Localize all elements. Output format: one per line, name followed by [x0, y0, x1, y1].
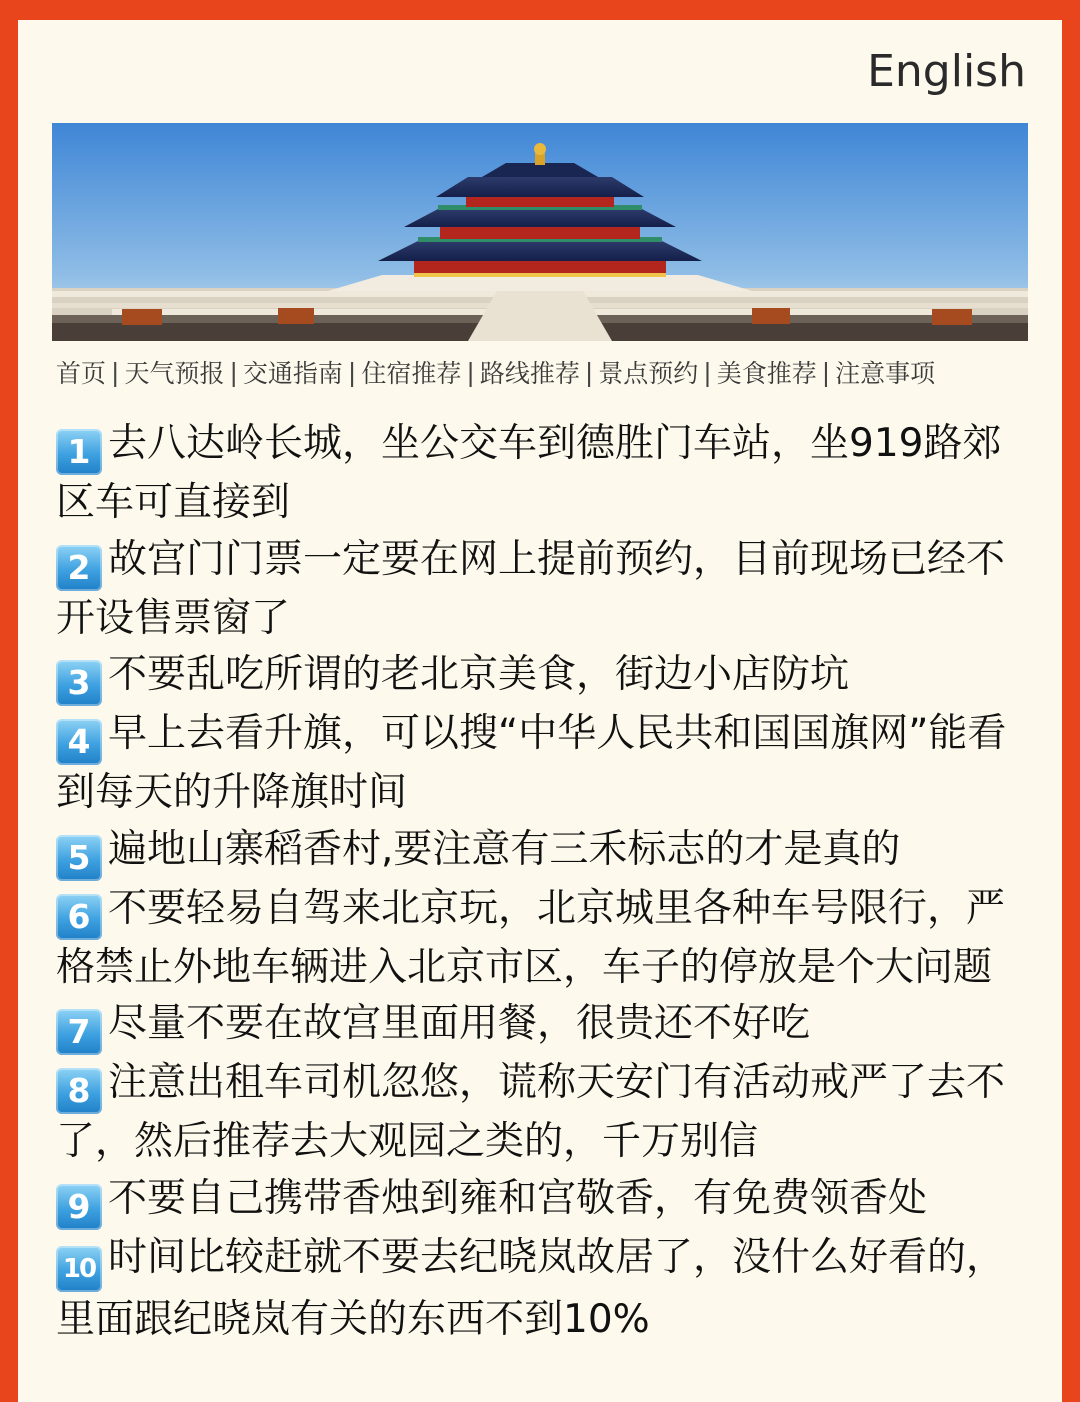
nav-item-weather[interactable]: 天气预报 — [124, 359, 225, 388]
tip-text: 不要自己携带香烛到雍和宫敬香，有免费领香处 — [108, 1175, 928, 1221]
tip-item — [56, 706, 1036, 822]
tip-text: 故宫门门票一定要在网上提前预约，目前现场已经不开设售票窗了 — [56, 536, 1006, 641]
tip-text: 遍地山寨稻香村,要注意有三禾标志的才是真的 — [108, 826, 901, 872]
banner-photo — [52, 123, 1028, 341]
keycap-six-icon: 6 — [56, 894, 102, 940]
keycap-one-icon: 1 — [56, 429, 102, 475]
nav-separator: | — [584, 357, 594, 387]
keycap-three-icon: 3 — [56, 660, 102, 706]
tip-item — [56, 881, 1036, 997]
tip-item — [56, 647, 1036, 706]
tip-text: 不要轻易自驾来北京玩，北京城里各种车号限行，严格禁止外地车辆进入北京市区，车子的停放是个大问题 — [56, 885, 1006, 990]
keycap-nine-icon: 9 — [56, 1184, 102, 1230]
nav-separator: | — [466, 357, 475, 387]
tip-text: 不要乱吃所谓的老北京美食，街边小店防坑 — [108, 652, 850, 698]
keycap-ten-icon: 10 — [56, 1246, 102, 1292]
keycap-seven-icon: 7 — [56, 1009, 102, 1055]
tip-item — [56, 1055, 1036, 1171]
keycap-eight-icon: 8 — [56, 1068, 102, 1114]
nav-item-lodging[interactable]: 住宿推荐 — [361, 359, 462, 388]
nav-item-notices[interactable]: 注意事项 — [835, 359, 936, 388]
tips-list — [56, 416, 1036, 1349]
nav-item-attractions[interactable]: 景点预约 — [598, 359, 699, 388]
temple-of-heaven-image — [52, 123, 1028, 341]
keycap-two-icon: 2 — [56, 545, 102, 591]
tip-text: 注意出租车司机忽悠，谎称天安门有活动戒严了去不了，然后推荐去大观园之类的，千万别信 — [56, 1060, 1006, 1165]
keycap-four-icon: 4 — [56, 719, 102, 765]
tip-item — [56, 1171, 1036, 1230]
content-card — [18, 20, 1062, 1402]
tip-item — [56, 996, 1036, 1055]
tip-item — [56, 532, 1036, 648]
nav-item-transport[interactable]: 交通指南 — [242, 359, 343, 388]
tip-text: 尽量不要在故宫里面用餐，很贵还不好吃 — [108, 1001, 811, 1047]
tip-item — [56, 822, 1036, 881]
nav-item-food[interactable]: 美食推荐 — [716, 359, 817, 388]
keycap-five-icon: 5 — [56, 835, 102, 881]
nav-separator: | — [229, 357, 238, 387]
tip-item — [56, 416, 1036, 532]
nav-separator: | — [347, 357, 357, 387]
nav-item-routes[interactable]: 路线推荐 — [479, 359, 580, 388]
tip-text: 早上去看升旗，可以搜“中华人民共和国国旗网”能看到每天的升降旗时间 — [56, 711, 1007, 816]
nav-separator: | — [821, 357, 831, 387]
nav-item-home[interactable]: 首页 — [56, 359, 107, 388]
tip-text: 去八达岭长城，坐公交车到德胜门车站，坐919路郊区车可直接到 — [56, 421, 1002, 525]
english-language-link[interactable]: English — [867, 46, 1026, 97]
tip-text: 时间比较赶就不要去纪晓岚故居了，没什么好看的，里面跟纪晓岚有关的东西不到10% — [56, 1234, 1006, 1342]
nav-separator: | — [111, 357, 120, 387]
nav-separator: | — [703, 357, 712, 387]
nav-bar — [56, 354, 1032, 390]
tip-item — [56, 1230, 1036, 1349]
